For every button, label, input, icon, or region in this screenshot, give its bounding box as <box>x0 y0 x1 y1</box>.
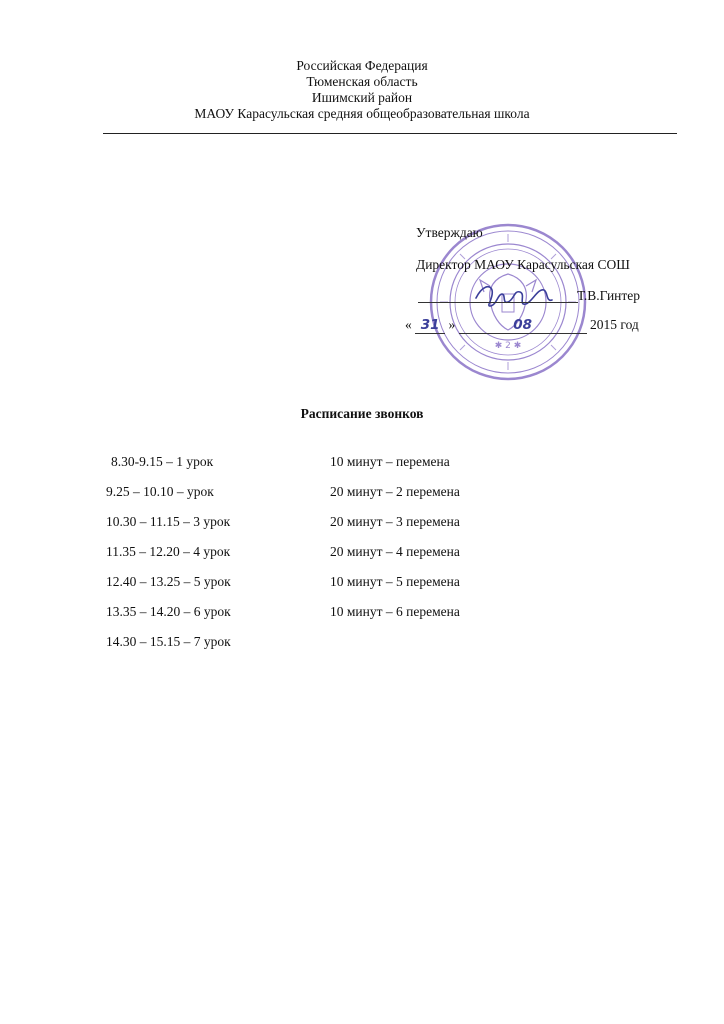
lesson-row: 14.30 – 15.15 – 7 урок <box>106 634 231 649</box>
header-country: Российская Федерация <box>296 58 428 73</box>
svg-text:✱ 2 ✱: ✱ 2 ✱ <box>494 341 522 351</box>
approve-label: Утверждаю <box>416 225 483 240</box>
date-quote-open: « <box>405 317 412 332</box>
break-row: 10 минут – 5 перемена <box>330 574 460 589</box>
date-month: 08 <box>459 317 587 334</box>
break-row: 20 минут – 3 перемена <box>330 514 460 529</box>
header-school: МАОУ Карасульская средняя общеобразовательная школа <box>194 106 530 121</box>
header-region: Тюменская область <box>306 74 418 89</box>
director-title: Директор МАОУ Карасульская СОШ <box>416 257 630 272</box>
director-name: Т.В.Гинтер <box>577 288 641 303</box>
approval-date <box>405 317 639 334</box>
header <box>0 58 724 122</box>
break-row: 20 минут – 2 перемена <box>330 484 460 499</box>
break-row: 10 минут – 6 перемена <box>330 604 460 619</box>
lesson-row: 12.40 – 13.25 – 5 урок <box>106 574 231 589</box>
header-divider <box>103 133 677 134</box>
signature-line <box>418 302 578 303</box>
date-day: 31 <box>415 317 445 334</box>
lesson-row: 13.35 – 14.20 – 6 урок <box>106 604 231 619</box>
header-district: Ишимский район <box>311 90 413 105</box>
date-year: 2015 год <box>590 317 639 332</box>
lesson-row: 11.35 – 12.20 – 4 урок <box>106 544 231 559</box>
lesson-row: 8.30-9.15 – 1 урок <box>111 454 214 469</box>
schedule-title: Расписание звонков <box>300 406 424 421</box>
lesson-row: 10.30 – 11.15 – 3 урок <box>106 514 231 529</box>
lesson-row: 9.25 – 10.10 – урок <box>106 484 214 499</box>
date-quote-close: » <box>448 317 456 332</box>
break-row: 20 минут – 4 перемена <box>330 544 460 559</box>
director-signature-icon <box>468 276 558 316</box>
break-row: 10 минут – перемена <box>330 454 450 469</box>
